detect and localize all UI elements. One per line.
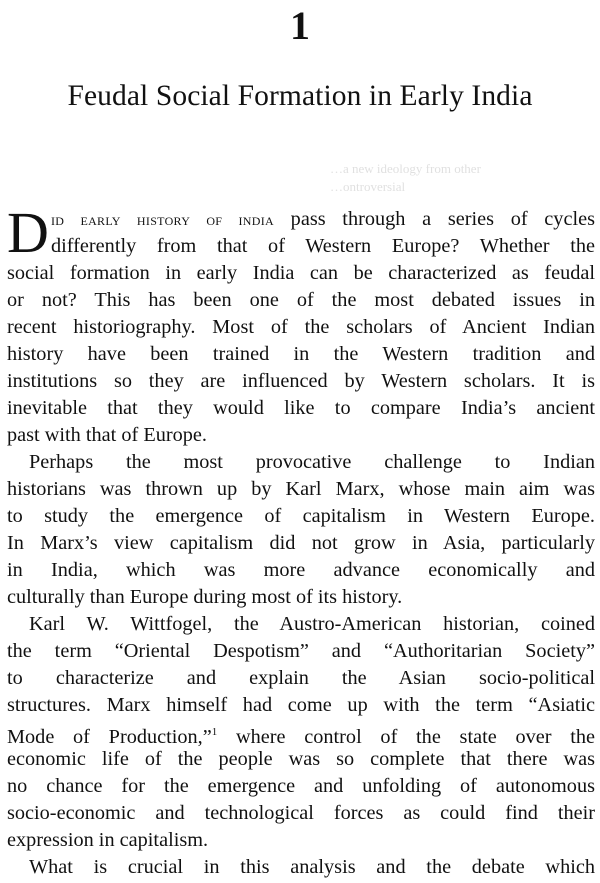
paragraph — [7, 854, 595, 881]
text-line: recent historiography. Most of the scholars of Ancient Indian — [7, 316, 595, 338]
text-line: inevitable that they would like to compare India’s ancient — [7, 397, 595, 419]
bleed-through-line: …a new ideology from other — [330, 161, 481, 176]
text-line: differently from that of Western Europe? Whether the — [51, 235, 595, 257]
text-line: in India, which was more advance economically and — [7, 559, 595, 581]
text-line: to study the emergence of capitalism in Western Europe. — [7, 505, 595, 527]
chapter-number: 1 — [290, 3, 310, 48]
line-text: Mode of Production,” — [7, 726, 212, 748]
text-line: Perhaps the most provocative challenge to Indian — [29, 451, 595, 473]
paragraph — [7, 611, 595, 854]
text-line: Karl W. Wittfogel, the Austro-American historian, coined — [29, 613, 595, 635]
text-line: culturally than Europe during most of its history. — [7, 586, 403, 608]
text-line: historians was thrown up by Karl Marx, whose main aim was — [7, 478, 595, 500]
text-line: economic life of the people was so complete that there was — [7, 748, 595, 770]
footnote-marker[interactable]: 1 — [211, 726, 218, 738]
text-line: the term “Oriental Despotism” and “Authoritarian Society” — [7, 640, 595, 662]
chapter-title: Feudal Social Formation in Early India — [67, 80, 533, 112]
text-line: In Marx’s view capitalism did not grow in Asia, particularly — [7, 532, 595, 554]
line-text: where control of the state over the — [217, 726, 595, 748]
drop-cap: D — [7, 200, 49, 265]
text-line: social formation in early India can be characterized as feudal — [7, 262, 595, 284]
bleed-through-text — [330, 160, 481, 196]
text-line: history have been trained in the Western tradition and — [7, 343, 595, 365]
chapter-body — [7, 200, 595, 881]
text-line: institutions so they are influenced by Western scholars. It is — [7, 370, 595, 392]
text-line — [7, 206, 595, 233]
text-line: structures. Marx himself had come up with the term “Asiatic — [7, 694, 595, 716]
text-line: socio-economic and technological forces as could find their — [7, 802, 595, 824]
small-caps-opening: id early history of india — [51, 210, 274, 229]
bleed-through-line: …ontroversial — [330, 179, 406, 194]
text-line: expression in capitalism. — [7, 829, 209, 851]
paragraph — [7, 449, 595, 611]
text-line: to characterize and explain the Asian socio-political — [7, 667, 595, 689]
text-line: or not? This has been one of the most debated issues in — [7, 289, 595, 311]
text-line: past with that of Europe. — [7, 424, 207, 446]
text-line — [7, 719, 595, 746]
paragraph — [7, 200, 595, 449]
line-text: pass through a series of cycles — [273, 208, 595, 230]
text-line: no chance for the emergence and unfolding of autonomous — [7, 775, 595, 797]
text-line: What is crucial in this analysis and the debate which — [29, 856, 595, 878]
